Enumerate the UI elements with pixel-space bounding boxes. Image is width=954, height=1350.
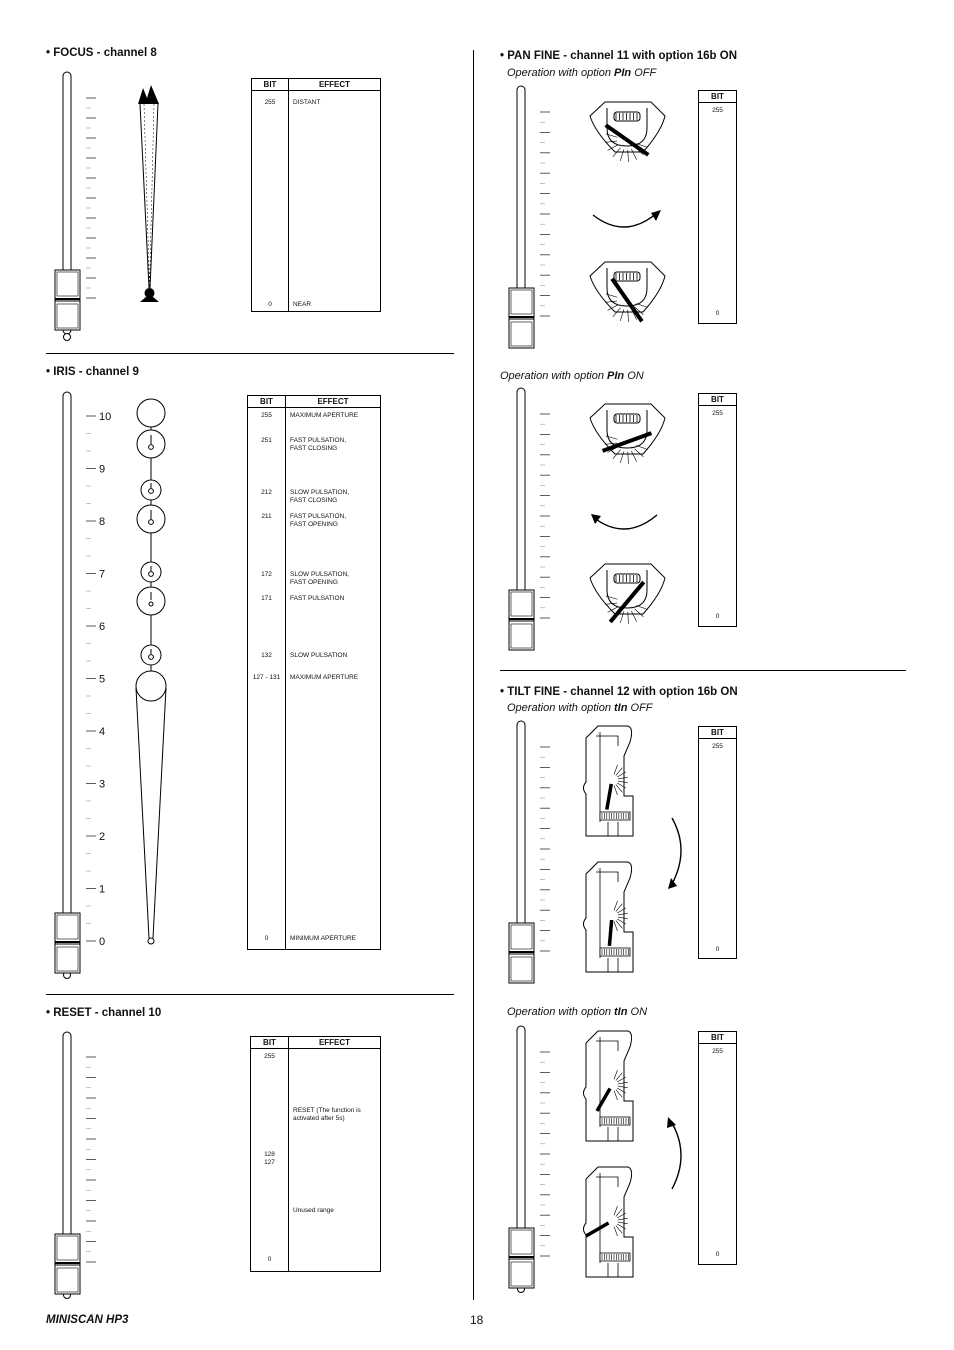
tilt-motion-on-icon [578, 1031, 688, 1287]
bit-value: 255 [712, 107, 723, 114]
bit-value: 212 [261, 489, 272, 496]
bit-value: 0 [715, 946, 720, 953]
col-bit-header: BIT [699, 727, 737, 739]
scale-label: 0 [99, 936, 106, 948]
tilt-fine-on-bit-table [698, 1031, 737, 1265]
tilt-fine-off-fader [500, 719, 580, 984]
scale-label: 6 [99, 621, 106, 633]
col-effect-header: EFFECT [289, 1037, 381, 1049]
col-effect-header: EFFECT [289, 79, 381, 91]
bit-value: 251 [261, 437, 272, 444]
section-divider [500, 670, 906, 671]
focus-bit-table [251, 78, 381, 312]
scale-label: 10 [99, 411, 112, 423]
tilt-fine-subheading-on: Operation with option tIn ON [507, 1006, 648, 1018]
tilt-fine-subheading-off: Operation with option tIn OFF [507, 702, 653, 714]
scale-label: 9 [99, 463, 106, 476]
bit-value: 211 [261, 513, 272, 520]
iris-fader [46, 390, 126, 980]
bit-value: 0 [268, 301, 272, 308]
effect-text: DISTANT [293, 99, 321, 106]
col-bit-header: BIT [248, 396, 286, 408]
footer-model: MINISCAN HP3 [46, 1314, 129, 1326]
effect-text: Unused range [293, 1207, 334, 1214]
scale-label: 5 [99, 673, 106, 686]
pan-fine-on-bit-table [698, 393, 737, 627]
bit-value: 0 [264, 935, 269, 942]
scale-label: 4 [99, 726, 106, 738]
pan-fine-subheading-on: Operation with option PIn ON [500, 370, 644, 382]
pan-motion-off-icon [585, 100, 675, 330]
col-bit-header: BIT [251, 1037, 289, 1049]
bit-value: 127 - 131 [252, 674, 281, 681]
iris-aperture-icon [130, 395, 176, 955]
bit-value: 132 [261, 652, 272, 659]
focus-beam-icon [130, 80, 170, 308]
col-bit-header: BIT [699, 394, 737, 406]
effect-text: RESET (The function is activated after 5s) [293, 1107, 361, 1122]
tilt-fine-heading: • TILT FINE - channel 12 with option 16b ON [500, 686, 738, 698]
effect-text: SLOW PULSATION [290, 652, 348, 659]
pan-fine-off-fader [500, 84, 580, 349]
pan-fine-heading: • PAN FINE - channel 11 with option 16b ON [500, 50, 738, 62]
effect-text: FAST PULSATION, FAST OPENING [290, 513, 347, 528]
effect-text: MINIMUM APERTURE [290, 935, 356, 942]
bit-value: 128 127 [264, 1151, 275, 1166]
reset-bit-table [250, 1036, 381, 1272]
col-bit-header: BIT [699, 1032, 737, 1044]
effect-text: FAST PULSATION [290, 595, 345, 602]
reset-heading: • RESET - channel 10 [46, 1007, 162, 1019]
bit-value: 255 [712, 410, 723, 417]
col-effect-header: EFFECT [286, 396, 381, 408]
section-divider [46, 994, 454, 995]
iris-bit-table [247, 395, 381, 950]
section-divider [46, 353, 454, 354]
pan-fine-subheading-off: Operation with option PIn OFF [507, 67, 657, 79]
bit-value: 255 [264, 99, 276, 106]
bit-value: 0 [267, 1256, 272, 1263]
page-number: 18 [470, 1313, 484, 1327]
col-bit-header: BIT [699, 91, 737, 103]
effect-text: SLOW PULSATION, FAST OPENING [290, 571, 350, 586]
col-bit-header: BIT [252, 79, 289, 91]
scale-label: 3 [99, 778, 106, 791]
effect-text: SLOW PULSATION, FAST CLOSING [290, 489, 350, 504]
bit-value: 255 [264, 1053, 275, 1060]
scale-label: 7 [99, 568, 106, 581]
effect-text: NEAR [293, 301, 312, 308]
iris-heading: • IRIS - channel 9 [46, 366, 139, 378]
bit-value: 171 [261, 595, 272, 602]
bit-value: 0 [715, 1251, 720, 1258]
column-divider [473, 50, 474, 1300]
scale-label: 8 [99, 516, 106, 528]
pan-fine-on-fader [500, 386, 580, 651]
tilt-fine-off-bit-table [698, 726, 737, 959]
focus-fader [46, 70, 126, 342]
bit-value: 172 [261, 571, 272, 578]
fader-track [63, 392, 71, 972]
effect-text: MAXIMUM APERTURE [290, 412, 359, 419]
pan-fine-off-bit-table [698, 90, 737, 324]
focus-heading: • FOCUS - channel 8 [46, 47, 157, 59]
pan-motion-on-icon [585, 402, 675, 632]
bit-value: 255 [261, 412, 272, 419]
tilt-fine-on-fader [500, 1024, 580, 1294]
bit-value: 255 [712, 1048, 723, 1055]
scale-label: 2 [99, 831, 106, 843]
tilt-motion-off-icon [578, 726, 688, 982]
bit-value: 0 [715, 613, 720, 620]
bit-value: 255 [712, 743, 723, 750]
scale-label: 1 [99, 883, 106, 896]
reset-fader [46, 1030, 126, 1300]
bit-value: 0 [715, 310, 720, 317]
effect-text: MAXIMUM APERTURE [290, 674, 359, 681]
effect-text: FAST PULSATION, FAST CLOSING [290, 437, 347, 452]
